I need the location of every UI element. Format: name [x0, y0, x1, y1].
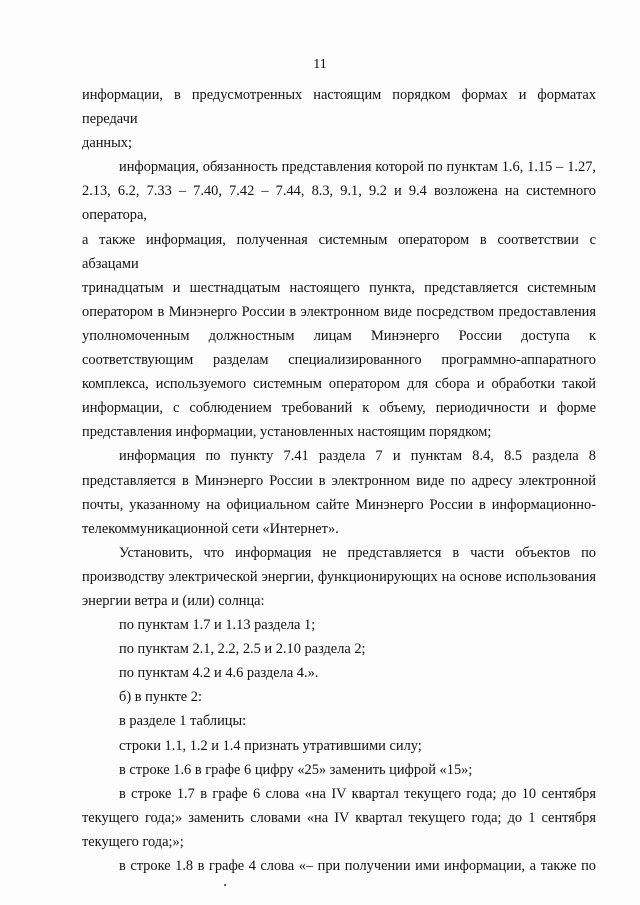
- text-line: телекоммуникационной сети «Интернет».: [82, 520, 339, 537]
- text-line: оператором в Минэнерго России в электронном виде посредством предоставления: [82, 303, 596, 320]
- text-line: представления информации, установленных настоящим порядком;: [82, 424, 492, 441]
- text-line: в строке 1.8 в графе 4 слова «– при получении ими информации, а также по: [119, 858, 596, 874]
- text-line: соответствующим разделам специализированного программно-аппаратного: [82, 352, 596, 369]
- text-line: по пунктам 4.2 и 4.6 раздела 4.».: [119, 665, 319, 682]
- text-line: почты, указанному на официальном сайте Минэнерго России в информационно-: [82, 496, 596, 513]
- text-line: информация, обязанность представления которой по пунктам 1.6, 1.15 – 1.27,: [119, 159, 596, 176]
- text-line: информации, с соблюдением требований к объему, периодичности и форме: [82, 400, 596, 417]
- text-line: в разделе 1 таблицы:: [119, 713, 247, 730]
- document-body: [82, 83, 596, 878]
- page-number: 11: [313, 57, 327, 72]
- text-line: б) в пункте 2:: [119, 689, 202, 706]
- text-line: энергии ветра и (или) солнца:: [82, 592, 265, 609]
- scan-speck: [224, 884, 226, 886]
- text-line: 2.13, 6.2, 7.33 – 7.40, 7.42 – 7.44, 8.3, 9.1, 9.2 и 9.4 возложена на системного оператора,: [82, 183, 596, 224]
- text-line: тринадцатым и шестнадцатым настоящего пункта, представляется системным: [82, 279, 596, 296]
- text-line: данных;: [82, 135, 132, 152]
- text-line: текущего года;» заменить словами «на IV квартал текущего года; до 1 сентября: [82, 809, 596, 826]
- text-line: информация по пункту 7.41 раздела 7 и пунктам 8.4, 8.5 раздела 8: [119, 448, 596, 465]
- text-line: Установить, что информация не представляется в части объектов по: [119, 544, 596, 561]
- text-line: в строке 1.7 в графе 6 слова «на IV квартал текущего года; до 10 сентября: [119, 785, 596, 802]
- text-line: производству электрической энергии, функционирующих на основе использования: [82, 568, 596, 585]
- text-line: информации, в предусмотренных настоящим порядком формах и форматах передачи: [82, 87, 596, 128]
- text-line: уполномоченным должностным лицам Минэнерго России доступа к: [82, 327, 596, 344]
- text-line: комплекса, используемого системным оператором для сбора и обработки такой: [82, 376, 596, 393]
- text-line: по пунктам 1.7 и 1.13 раздела 1;: [119, 617, 316, 634]
- text-line: а также информация, полученная системным оператором в соответствии с абзацами: [82, 231, 596, 272]
- text-line: представляется в Минэнерго России в электронном виде по адресу электронной: [82, 472, 596, 489]
- text-line: по пунктам 2.1, 2.2, 2.5 и 2.10 раздела 2;: [119, 641, 366, 658]
- text-line: строки 1.1, 1.2 и 1.4 признать утратившими силу;: [119, 737, 422, 754]
- text-line: текущего года;»;: [82, 833, 184, 850]
- text-line: в строке 1.6 в графе 6 цифру «25» заменить цифрой «15»;: [119, 761, 473, 778]
